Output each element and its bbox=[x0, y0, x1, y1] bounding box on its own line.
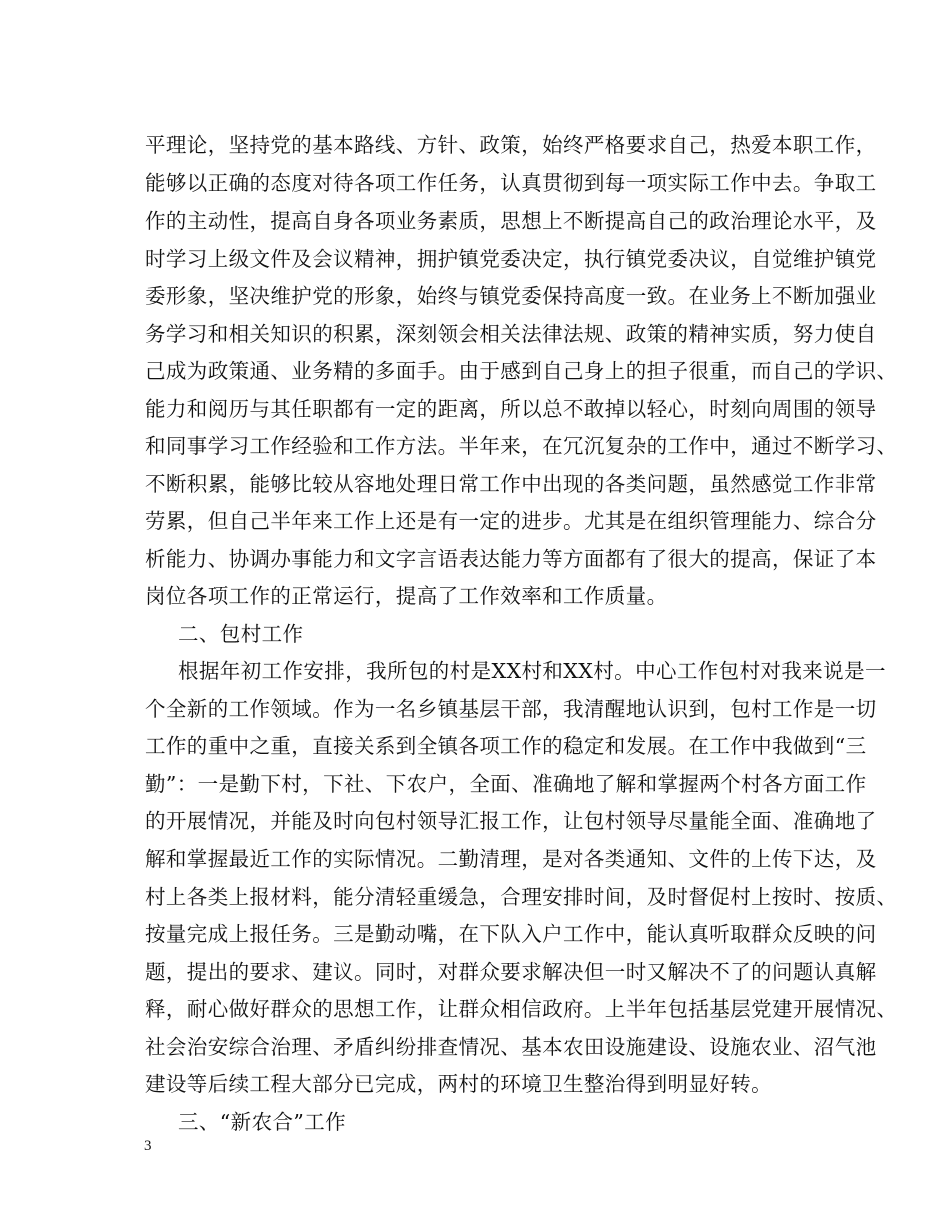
body-text-line: 和同事学习工作经验和工作方法。半年来，在冗沉复杂的工作中，通过不断学习、 bbox=[145, 434, 898, 458]
section-heading: 三、“新农合”工作 bbox=[178, 1110, 347, 1134]
body-text-line: 释，耐心做好群众的思想工作，让群众相信政府。上半年包括基层党建开展情况、 bbox=[145, 997, 898, 1021]
body-text-line: 时学习上级文件及会议精神，拥护镇党委决定，执行镇党委决议，自觉维护镇党 bbox=[145, 247, 877, 271]
body-text-line: 题，提出的要求、建议。同时，对群众要求解决但一时又解决不了的问题认真解 bbox=[145, 960, 877, 984]
body-text-line: 社会治安综合治理、矛盾纠纷排查情况、基本农田设施建设、设施农业、沼气池 bbox=[145, 1035, 877, 1059]
body-text-line: 根据年初工作安排，我所包的村是XX村和XX村。中心工作包村对我来说是一 bbox=[178, 659, 886, 683]
body-text-line: 作的主动性，提高自身各项业务素质，思想上不断提高自己的政治理论水平，及 bbox=[145, 209, 877, 233]
body-text-line: 工作的重中之重，直接关系到全镇各项工作的稳定和发展。在工作中我做到“三 bbox=[145, 734, 867, 758]
body-text-line: 岗位各项工作的正常运行，提高了工作效率和工作质量。 bbox=[145, 584, 668, 608]
body-text-line: 解和掌握最近工作的实际情况。二勤清理，是对各类通知、文件的上传下达，及 bbox=[145, 847, 877, 871]
body-text-line: 村上各类上报材料，能分清轻重缓急，合理安排时间，及时督促村上按时、按质、 bbox=[145, 885, 898, 909]
body-text-line: 析能力、协调办事能力和文字言语表达能力等方面都有了很大的提高，保证了本 bbox=[145, 547, 877, 571]
body-text-line: 能够以正确的态度对待各项工作任务，认真贯彻到每一项实际工作中去。争取工 bbox=[145, 171, 877, 195]
body-text-line: 勤”：一是勤下村，下社、下农户，全面、准确地了解和掌握两个村各方面工作 bbox=[145, 772, 867, 796]
body-text-line: 己成为政策通、业务精的多面手。由于感到自己身上的担子很重，而自己的学识、 bbox=[145, 359, 898, 383]
body-text-line: 不断积累，能够比较从容地处理日常工作中出现的各类问题，虽然感觉工作非常 bbox=[145, 472, 877, 496]
body-text-line: 委形象，坚决维护党的形象，始终与镇党委保持高度一致。在业务上不断加强业 bbox=[145, 284, 877, 308]
body-text-line: 平理论，坚持党的基本路线、方针、政策，始终严格要求自己，热爱本职工作， bbox=[145, 133, 877, 157]
body-text-line: 建设等后续工程大部分已完成，两村的环境卫生整治得到明显好转。 bbox=[145, 1072, 772, 1096]
body-text-line: 的开展情况，并能及时向包村领导汇报工作，让包村领导尽量能全面、准确地了 bbox=[145, 809, 877, 833]
body-text-line: 务学习和相关知识的积累，深刻领会相关法律法规、政策的精神实质，努力使自 bbox=[145, 322, 877, 346]
section-heading: 二、包村工作 bbox=[178, 622, 304, 646]
body-text-line: 能力和阅历与其任职都有一定的距离，所以总不敢掉以轻心，时刻向周围的领导 bbox=[145, 397, 877, 421]
body-text-line: 劳累，但自己半年来工作上还是有一定的进步。尤其是在组织管理能力、综合分 bbox=[145, 509, 877, 533]
body-text-line: 按量完成上报任务。三是勤动嘴，在下队入户工作中，能认真听取群众反映的问 bbox=[145, 922, 877, 946]
page-number: 3 bbox=[144, 1138, 152, 1154]
body-text-line: 个全新的工作领域。作为一名乡镇基层干部，我清醒地认识到，包村工作是一切 bbox=[145, 697, 877, 721]
